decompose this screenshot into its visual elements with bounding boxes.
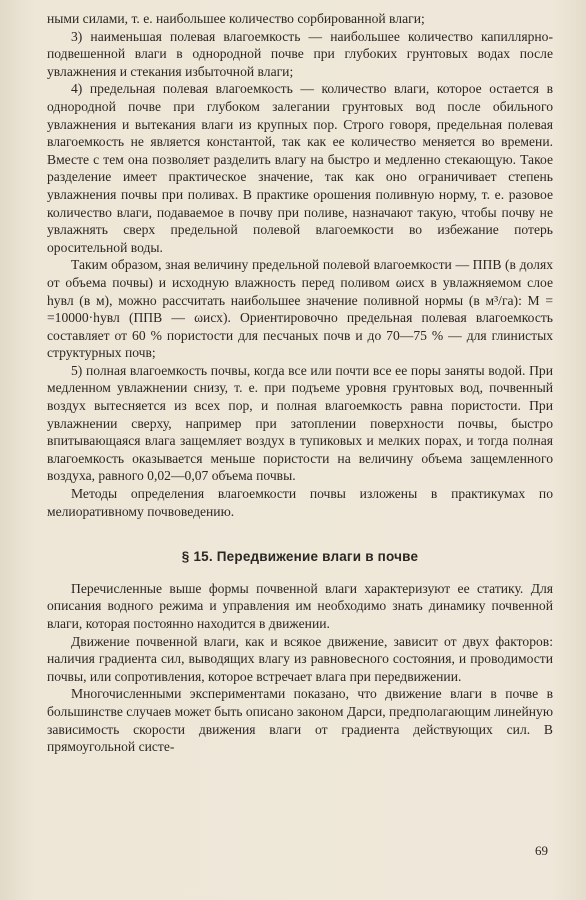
paragraph: Многочисленными экспериментами показано, что движение влаги в почве в большинстве случаев может быть описано законом Дарси, предполагающим линейную зависимость скорости движения влаги от градиента действующих сил. В прямоугольной систе- <box>47 686 553 755</box>
paragraph: 3) наименьшая полевая влагоемкость — наибольшее количество капиллярно-подвешенной влаги в однородной почве при глубоких грунтовых водах после увлажнения и стекания избыточной влаги; <box>47 28 553 79</box>
paragraph: 4) предельная полевая влагоемкость — количество влаги, которое остается в однородной почве при глубоком залегании грунтовых вод после обильного увлажнения и вытекания влаги из крупных пор. Строго говоря, предельная полевая влагоемкость не является константой, так как ее количество меняется во времени. Вместе с тем она позволяет разделить влагу на быстро и медленно стекающую. Такое разделение имеет практическое значение, так как оно ограничивает степень увлажнения почвы при поливах. В практике орошения поливную норму, т. е. разовое количество влаги, подаваемое в почву при поливе, назначают такую, чтобы почву не увлажнять сверх предельной полевой влагоемкости во избежание потерь оросительной воды. <box>47 81 553 255</box>
paragraph: Методы определения влагоемкости почвы изложены в практикумах по мелиоративному почвоведению. <box>47 486 553 519</box>
paragraph: Таким образом, зная величину предельной полевой влагоемкости — ППВ (в долях от объема почвы) и исходную влажность перед поливом ωисх в увлажняемом слое hувл (в м), можно рассчитать наибольшее значение поливной нормы (в м³/га): M = =10000·hувл (ППВ — ωисх). Ориентировочно предельная полевая влагоемкость составляет от 60 % пористости для песчаных почв и до 70—75 % — для глинистых структурных почв; <box>47 257 553 361</box>
page-number: 69 <box>535 843 548 858</box>
section-heading: § 15. Передвижение влаги в почве <box>181 549 419 565</box>
page-body <box>47 10 553 756</box>
paragraph: Движение почвенной влаги, как и всякое движение, зависит от двух факторов: наличия градиента сил, выводящих влагу из равновесного состояния, и проводимости почвы, или сопротивления, которое встречает влага при передвижении. <box>47 633 553 684</box>
paragraph: Перечисленные выше формы почвенной влаги характеризуют ее статику. Для описания водного режима и управления им необходимо знать динамику почвенной влаги, которая постоянно находится в движении. <box>47 580 553 631</box>
paragraph: ными силами, т. е. наибольшее количество сорбированной влаги; <box>47 11 425 26</box>
paragraph: 5) полная влагоемкость почвы, когда все или почти все ее поры заняты водой. При медленном увлажнении снизу, т. е. при подъеме уровня грунтовых вод, почвенный воздух вытесняется из всех пор, и полная влагоемкость равна пористости. При увлажнении сверху, например при затоплении поверхности почвы, быстро впитывающаяся влага защемляет воздух в тупиковых и мелких порах, и тогда полная влагоемкость оказывается меньше пористости на величину объема защемленного воздуха, равного 0,02—0,07 объема почвы. <box>47 362 553 484</box>
